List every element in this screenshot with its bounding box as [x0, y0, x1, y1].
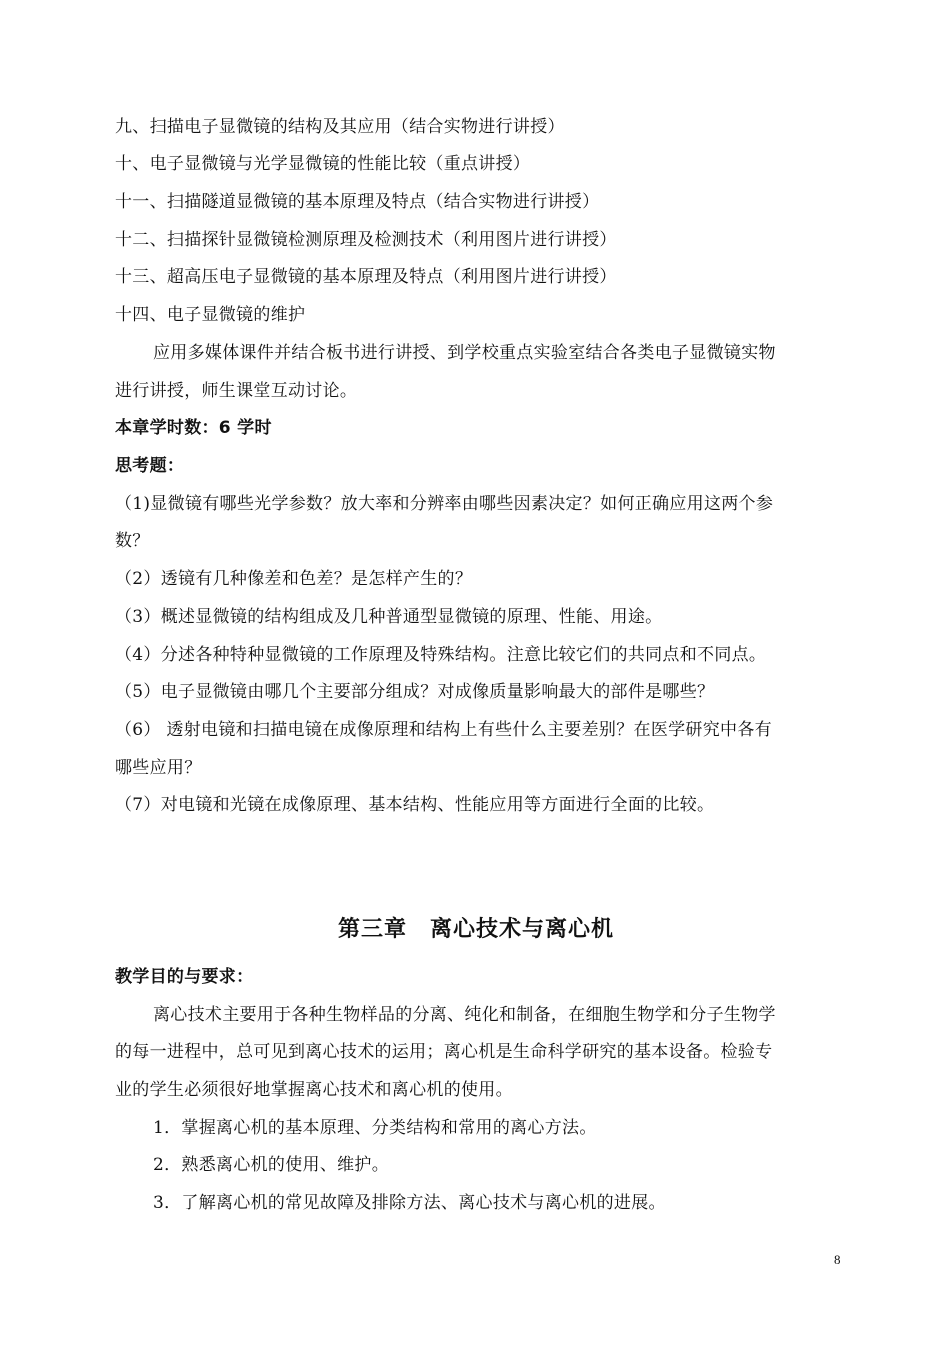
- questions-heading: 思考题：: [115, 456, 185, 476]
- teaching-method-line-2: 进行讲授，师生课堂互动讨论。: [115, 381, 358, 401]
- requirement-3: 3．了解离心机的常见故障及排除方法、离心技术与离心机的进展。: [153, 1193, 666, 1213]
- question-1-continued: 数？: [115, 531, 150, 551]
- question-1: （1)显微镜有哪些光学参数？放大率和分辨率由哪些因素决定？如何正确应用这两个参: [115, 494, 774, 514]
- question-2: （2）透镜有几种像差和色差？是怎样产生的？: [115, 569, 473, 589]
- requirement-2: 2．熟悉离心机的使用、维护。: [153, 1155, 390, 1175]
- question-7: （7）对电镜和光镜在成像原理、基本结构、性能应用等方面进行全面的比较。: [115, 795, 715, 815]
- topic-13: 十三、超高压电子显微镜的基本原理及特点（利用图片进行讲授）: [115, 267, 617, 287]
- topic-9: 九、扫描电子显微镜的结构及其应用（结合实物进行讲授）: [115, 117, 565, 137]
- chapter-title: 第三章 离心技术与离心机: [337, 917, 614, 942]
- topic-10: 十、电子显微镜与光学显微镜的性能比较（重点讲授）: [115, 154, 531, 174]
- topic-11: 十一、扫描隧道显微镜的基本原理及特点（结合实物进行讲授）: [115, 192, 600, 212]
- chapter-intro-line-1: 离心技术主要用于各种生物样品的分离、纯化和制备，在细胞生物学和分子生物学: [153, 1005, 776, 1025]
- requirement-1: 1．掌握离心机的基本原理、分类结构和常用的离心方法。: [153, 1118, 597, 1138]
- chapter-intro-line-3: 业的学生必须很好地掌握离心技术和离心机的使用。: [115, 1080, 513, 1100]
- question-6-continued: 哪些应用？: [115, 758, 202, 778]
- objectives-heading: 教学目的与要求：: [115, 967, 254, 987]
- topic-14: 十四、电子显微镜的维护: [115, 305, 306, 325]
- chapter-hours: 本章学时数：6 学时: [115, 418, 272, 438]
- chapter-intro-line-2: 的每一进程中，总可见到离心技术的运用；离心机是生命科学研究的基本设备。检验专: [115, 1042, 773, 1062]
- page-number: 8: [834, 1252, 841, 1267]
- teaching-method-line-1: 应用多媒体课件并结合板书进行讲授、到学校重点实验室结合各类电子显微镜实物: [153, 343, 776, 363]
- question-6: （6） 透射电镜和扫描电镜在成像原理和结构上有些什么主要差别？在医学研究中各有: [115, 720, 772, 740]
- topic-12: 十二、扫描探针显微镜检测原理及检测技术（利用图片进行讲授）: [115, 230, 617, 250]
- question-4: （4）分述各种特种显微镜的工作原理及特殊结构。注意比较它们的共同点和不同点。: [115, 645, 767, 665]
- question-5: （5）电子显微镜由哪几个主要部分组成？对成像质量影响最大的部件是哪些？: [115, 682, 715, 702]
- question-3: （3）概述显微镜的结构组成及几种普通型显微镜的原理、性能、用途。: [115, 607, 663, 627]
